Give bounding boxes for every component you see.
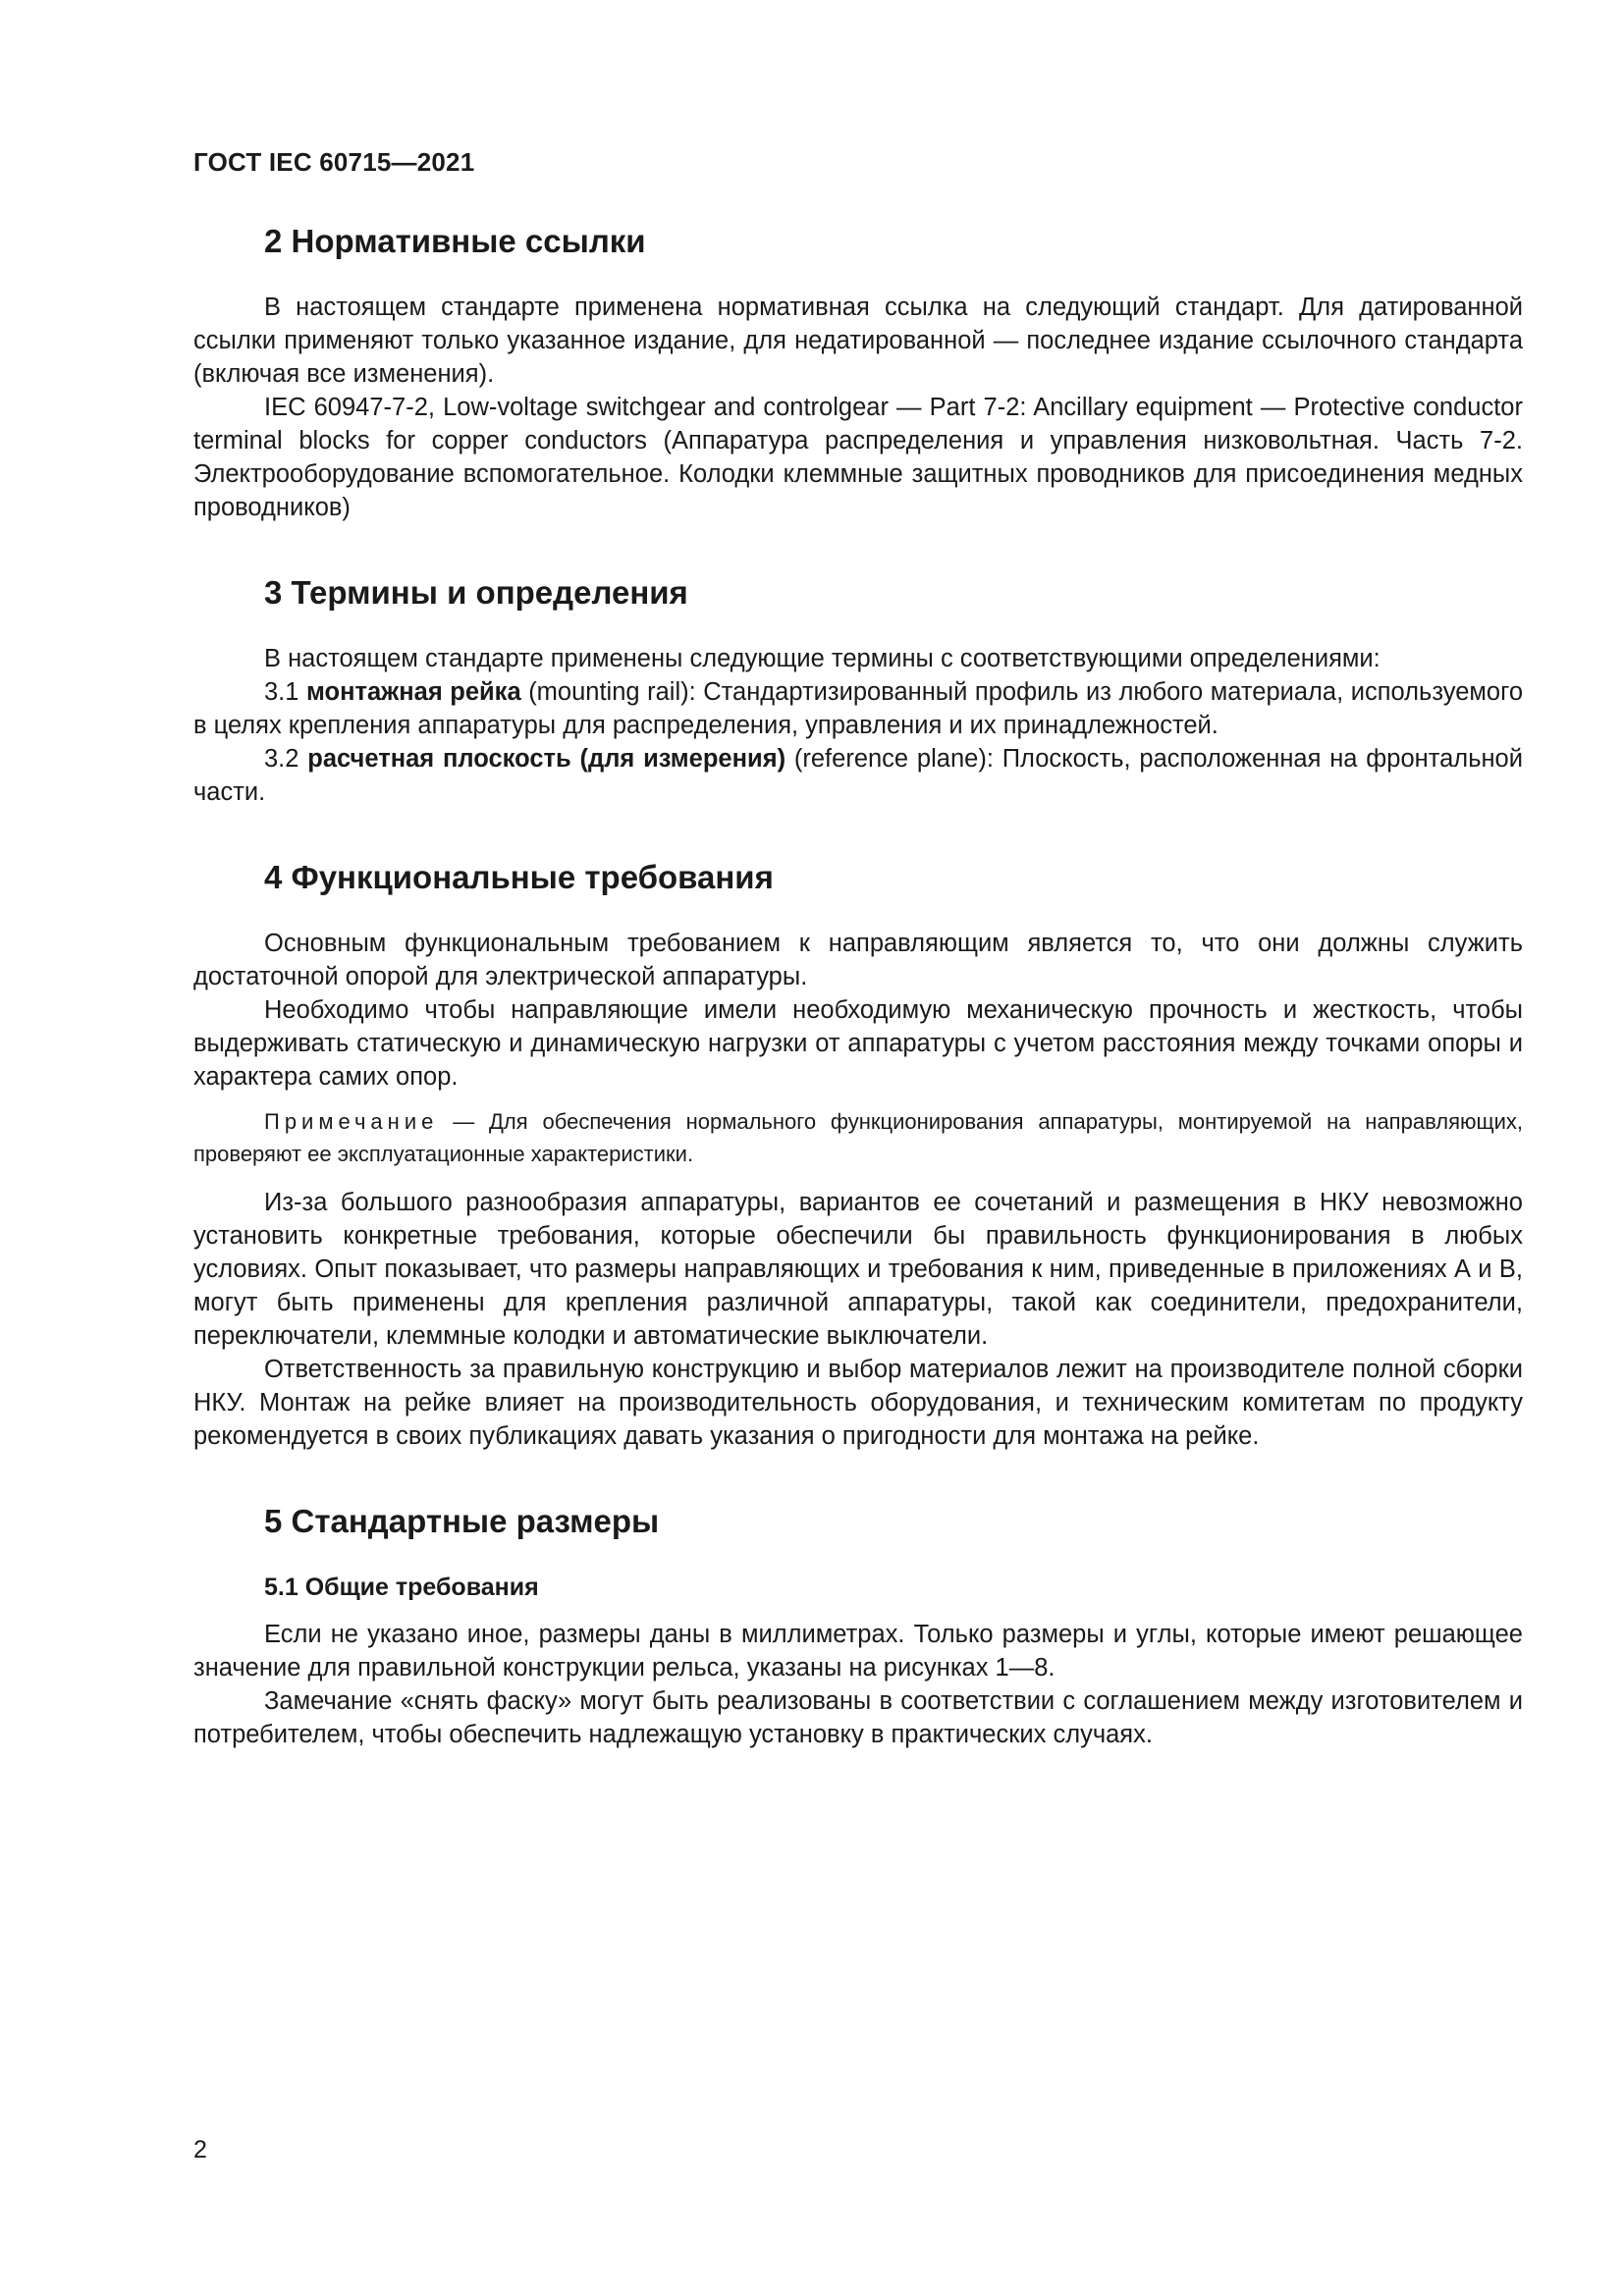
- term-definition: [193, 675, 1523, 742]
- term-name: расчетная плоскость (для измерения): [307, 745, 786, 773]
- reference-paragraph: IEC 60947-7-2, Low-voltage switchgear and controlgear — Part 7-2: Ancillary equipment — Protective conductor terminal blocks for copper conductors (Аппаратура распределения и управления низковольтная. Часть 7-2. Электрооборудование вспомогательное. Колодки клеммные защитных проводников для присоединения медных проводников): [193, 394, 1523, 521]
- paragraph: Ответственность за правильную конструкцию и выбор материалов лежит на производителе полной сборки НКУ. Монтаж на рейке влияет на производительность оборудования, и техническим комитетам по продукту рекомендуется в своих публикациях давать указания о пригодности для монтажа на рейке.: [193, 1356, 1523, 1450]
- section-title: 5 Стандартные размеры: [264, 1503, 660, 1539]
- term-text: (mounting rail): Стандартизированный профиль из любого материала, используемого в целях крепления аппаратуры для распределения, управления и их принадлежностей.: [193, 678, 1524, 739]
- section-functional-requirements: [193, 858, 1523, 1453]
- term-definition: [193, 742, 1523, 809]
- paragraph: Замечание «снять фаску» могут быть реализованы в соответствии с соглашением между изготовителем и потребителем, чтобы обеспечить надлежащую установку в практических случаях.: [193, 1687, 1523, 1748]
- term-text: (reference plane): Плоскость, расположенная на фронтальной части.: [193, 745, 1523, 806]
- paragraph: Из-за большого разнообразия аппаратуры, вариантов ее сочетаний и размещения в НКУ невозможно установить конкретные требования, которые обеспечили бы правильность функционирования в любых условиях. Опыт показывает, что размеры направляющих и требования к ним, приведенные в приложениях А и В, могут быть применены для крепления различной аппаратуры, такой как соединители, предохранители, переключатели, клеммные колодки и автоматические выключатели.: [193, 1189, 1523, 1350]
- term-name: монтажная рейка: [306, 678, 521, 706]
- paragraph: Если не указано иное, размеры даны в миллиметрах. Только размеры и углы, которые имеют решающее значение для правильной конструкции рельса, указаны на рисунках 1—8.: [193, 1621, 1523, 1682]
- standard-code-header: ГОСТ IEC 60715—2021: [193, 147, 475, 177]
- note: [193, 1105, 1523, 1170]
- page-content: [193, 222, 1523, 1800]
- term-number: 3.1: [264, 678, 299, 706]
- note-text: — Для обеспечения нормального функционирования аппаратуры, монтируемой на направляющих, проверяют ее эксплуатационные характеристики.: [193, 1109, 1524, 1166]
- paragraph: В настоящем стандарте применена нормативная ссылка на следующий стандарт. Для датированной ссылки применяют только указанное издание, для недатированной — последнее издание ссылочного стандарта (включая все изменения).: [193, 294, 1523, 388]
- page-number: 2: [193, 2136, 207, 2163]
- section-title: 3 Термины и определения: [264, 574, 688, 611]
- section-normative-references: [193, 222, 1523, 524]
- subsection-title: 5.1 Общие требования: [264, 1574, 539, 1601]
- paragraph: Необходимо чтобы направляющие имели необходимую механическую прочность и жесткость, чтобы выдерживать статическую и динамическую нагрузки от аппаратуры с учетом расстояния между точками опоры и характера самих опор.: [193, 996, 1523, 1091]
- note-label: Примечание: [264, 1109, 439, 1134]
- paragraph: Основным функциональным требованием к направляющим является то, что они должны служить достаточной опорой для электрической аппаратуры.: [193, 930, 1523, 990]
- section-title: 4 Функциональные требования: [264, 859, 774, 895]
- section-standard-dimensions: [193, 1502, 1523, 1751]
- paragraph: В настоящем стандарте применены следующие термины с соответствующими определениями:: [264, 645, 1380, 672]
- section-title: 2 Нормативные ссылки: [264, 223, 646, 259]
- term-number: 3.2: [264, 745, 299, 773]
- section-terms-definitions: [193, 573, 1523, 809]
